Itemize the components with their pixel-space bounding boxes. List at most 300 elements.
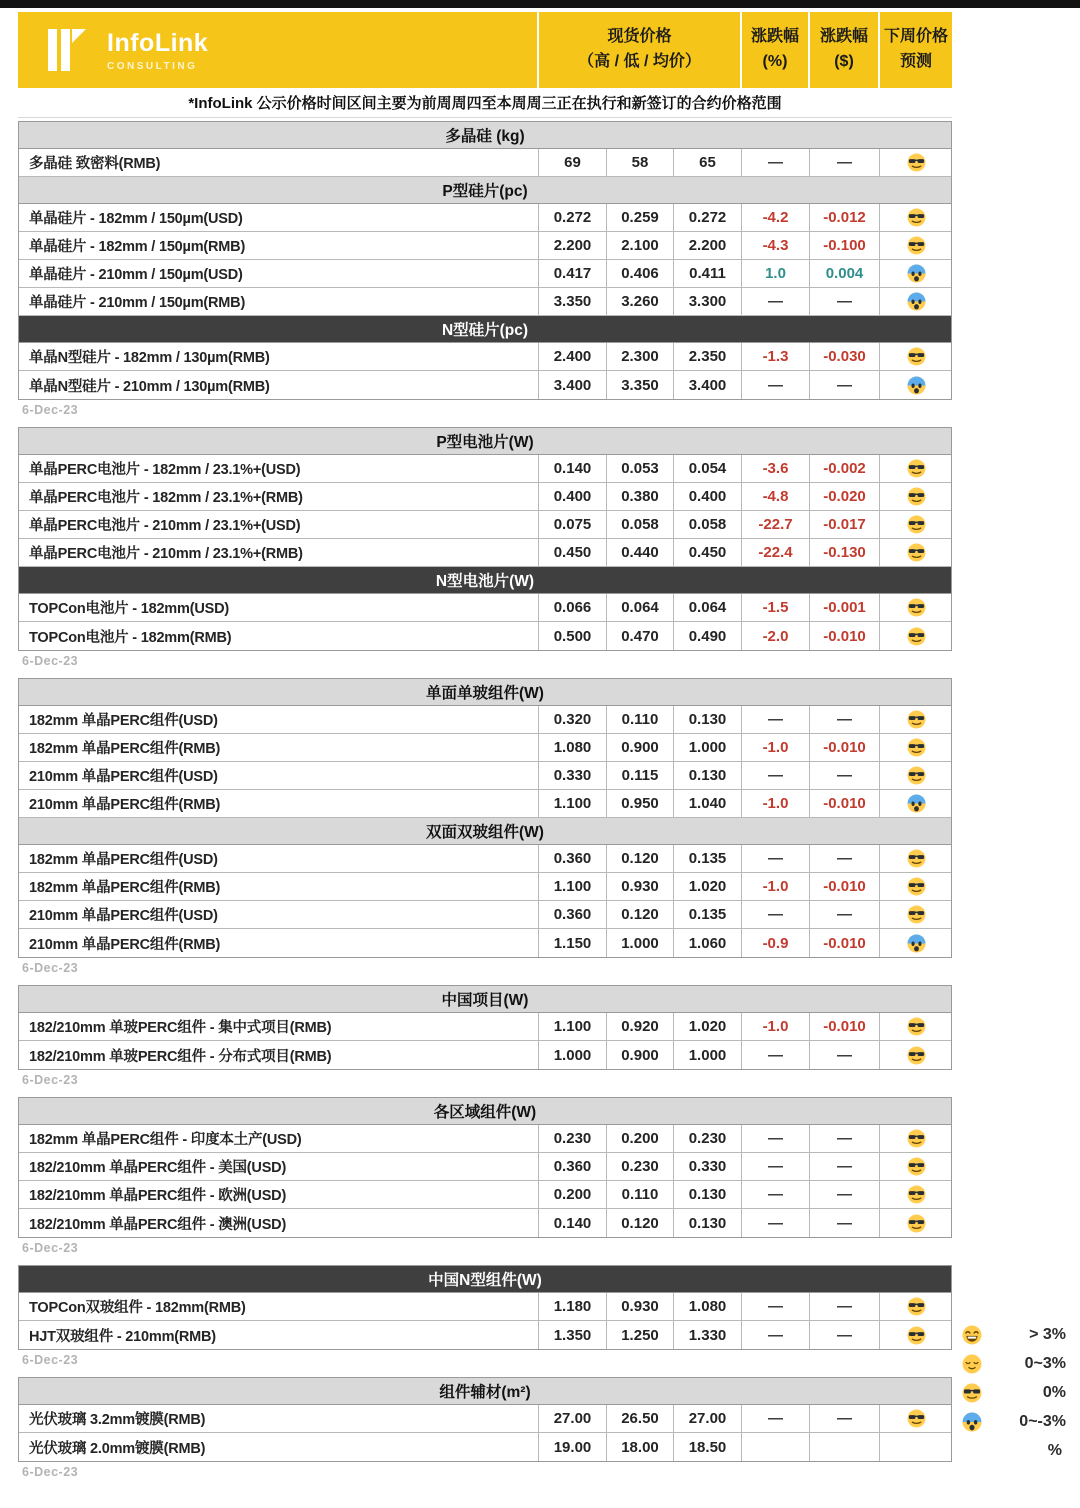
change-percent: — (741, 1405, 809, 1432)
table-block (18, 1265, 952, 1350)
price-avg: 0.330 (673, 1153, 741, 1180)
scream-emoji-icon (907, 794, 926, 813)
price-avg: 0.135 (673, 901, 741, 928)
product-label: 单晶硅片 - 182mm / 150µm(USD) (29, 211, 243, 227)
price-low: 0.053 (606, 455, 673, 482)
change-percent: — (741, 1181, 809, 1208)
price-high: 0.330 (538, 762, 606, 789)
product-label: 单晶PERC电池片 - 182mm / 23.1%+(RMB) (29, 490, 303, 506)
price-high: 1.080 (538, 734, 606, 761)
change-usd: — (809, 901, 879, 928)
table-block (18, 427, 952, 651)
legend-label: 0~3% (1024, 1354, 1066, 1372)
change-percent: — (741, 706, 809, 733)
scream-emoji-icon (907, 264, 926, 283)
date-stamp: 6-Dec-23 (22, 654, 79, 668)
section-header: P型电池片(W) (19, 428, 951, 455)
change-percent (741, 1433, 809, 1461)
table-row (19, 873, 951, 901)
section-header: P型硅片(pc) (19, 177, 951, 204)
price-low: 0.380 (606, 483, 673, 510)
price-high: 0.360 (538, 845, 606, 872)
product-label: 多晶硅 致密料(RMB) (29, 156, 161, 172)
change-percent: -22.7 (741, 511, 809, 538)
table-row (19, 232, 951, 260)
change-usd: -0.017 (809, 511, 879, 538)
table-row (19, 790, 951, 818)
scream-emoji-icon (907, 376, 926, 395)
change-usd: 0.004 (809, 260, 879, 287)
sunglasses-emoji-icon (907, 487, 926, 506)
legend-item (950, 1378, 1076, 1407)
price-low: 0.110 (606, 1181, 673, 1208)
price-low: 0.058 (606, 511, 673, 538)
table-row (19, 455, 951, 483)
date-stamp: 6-Dec-23 (22, 961, 79, 975)
sunglasses-emoji-icon (907, 347, 926, 366)
date-stamp: 6-Dec-23 (22, 1073, 79, 1087)
price-high: 1.350 (538, 1321, 606, 1349)
change-percent: 1.0 (741, 260, 809, 287)
price-high: 3.350 (538, 288, 606, 315)
change-percent: -4.2 (741, 204, 809, 231)
forecast-cell (879, 929, 953, 957)
price-avg: 1.000 (673, 734, 741, 761)
price-low: 3.260 (606, 288, 673, 315)
forecast-cell (879, 1153, 953, 1180)
date-stamp: 6-Dec-23 (22, 403, 79, 417)
brand-subtitle: CONSULTING (107, 60, 198, 72)
product-label: 单晶硅片 - 182mm / 150µm(RMB) (29, 239, 246, 255)
price-avg: 0.490 (673, 622, 741, 650)
date-stamp: 6-Dec-23 (22, 1465, 79, 1479)
change-percent: -1.0 (741, 790, 809, 817)
price-avg: 0.230 (673, 1125, 741, 1152)
price-avg: 1.000 (673, 1041, 741, 1069)
price-low: 26.50 (606, 1405, 673, 1432)
price-avg: 1.330 (673, 1321, 741, 1349)
sunglasses-emoji-icon (907, 1326, 926, 1345)
change-percent: — (741, 1293, 809, 1320)
forecast-cell (879, 901, 953, 928)
price-high: 0.360 (538, 1153, 606, 1180)
price-avg: 3.300 (673, 288, 741, 315)
change-usd: — (809, 1153, 879, 1180)
price-low: 0.120 (606, 901, 673, 928)
scream-emoji-icon (907, 292, 926, 311)
product-label: TOPCon电池片 - 182mm(RMB) (29, 629, 232, 646)
price-low: 0.900 (606, 1041, 673, 1069)
forecast-cell (879, 343, 953, 370)
change-percent: -1.5 (741, 594, 809, 621)
forecast-cell (879, 1405, 953, 1432)
price-high: 0.230 (538, 1125, 606, 1152)
forecast-cell (879, 594, 953, 621)
forecast-cell (879, 1125, 953, 1152)
table-row (19, 204, 951, 232)
col-header-spot-line1: 现货价格 (607, 28, 672, 46)
change-usd: -0.010 (809, 734, 879, 761)
section-header: 组件辅材(m²) (19, 1378, 951, 1405)
change-percent: -22.4 (741, 539, 809, 566)
change-percent: — (741, 1125, 809, 1152)
forecast-cell (879, 204, 953, 231)
col-header-change-pct (740, 12, 808, 88)
change-percent: — (741, 1153, 809, 1180)
change-usd: -0.010 (809, 929, 879, 957)
product-label: 单晶N型硅片 - 210mm / 130µm(RMB) (29, 378, 270, 395)
table-row (19, 734, 951, 762)
price-low: 2.300 (606, 343, 673, 370)
change-usd: — (809, 1181, 879, 1208)
price-low: 18.00 (606, 1433, 673, 1461)
forecast-cell (879, 288, 953, 315)
change-usd: -0.010 (809, 622, 879, 650)
section-header: N型电池片(W) (19, 567, 951, 594)
forecast-cell (879, 539, 953, 566)
price-low: 0.930 (606, 873, 673, 900)
forecast-cell (879, 734, 953, 761)
sunglasses-emoji-icon (962, 1383, 982, 1403)
table-row (19, 1293, 951, 1321)
table-row (19, 1321, 951, 1349)
product-label: 单晶PERC电池片 - 182mm / 23.1%+(USD) (29, 462, 301, 478)
sunglasses-emoji-icon (907, 877, 926, 896)
table-row (19, 1041, 951, 1069)
date-stamp: 6-Dec-23 (22, 1353, 79, 1367)
price-low: 0.440 (606, 539, 673, 566)
price-low: 0.110 (606, 706, 673, 733)
price-high: 0.320 (538, 706, 606, 733)
grin-emoji-icon (962, 1325, 982, 1345)
legend-item (950, 1436, 1076, 1465)
price-low: 0.120 (606, 845, 673, 872)
section-header: 多晶硅 (kg) (19, 122, 951, 149)
col-header-pct-line2: (%) (762, 53, 788, 70)
price-high: 0.140 (538, 455, 606, 482)
price-high: 0.450 (538, 539, 606, 566)
change-usd: — (809, 1125, 879, 1152)
col-header-forecast (878, 12, 952, 88)
sunglasses-emoji-icon (907, 849, 926, 868)
table-row (19, 1209, 951, 1237)
product-label: 182/210mm 单晶PERC组件 - 欧洲(USD) (29, 1188, 287, 1204)
change-percent: — (741, 288, 809, 315)
scream-emoji-icon (907, 934, 926, 953)
forecast-cell (879, 1209, 953, 1237)
change-usd: — (809, 706, 879, 733)
product-label: 182/210mm 单晶PERC组件 - 美国(USD) (29, 1160, 287, 1176)
change-usd: — (809, 1405, 879, 1432)
forecast-cell (879, 371, 953, 399)
table-row (19, 1153, 951, 1181)
price-low: 3.350 (606, 371, 673, 399)
change-percent: -1.3 (741, 343, 809, 370)
forecast-cell (879, 873, 953, 900)
price-high: 0.140 (538, 1209, 606, 1237)
price-high: 0.075 (538, 511, 606, 538)
section-header: 中国项目(W) (19, 986, 951, 1013)
change-usd: -0.100 (809, 232, 879, 259)
section-header: 双面双玻组件(W) (19, 818, 951, 845)
forecast-cell (879, 483, 953, 510)
price-high: 27.00 (538, 1405, 606, 1432)
legend-label: % (1047, 1441, 1062, 1459)
sunglasses-emoji-icon (907, 1129, 926, 1148)
change-usd: — (809, 845, 879, 872)
sunglasses-emoji-icon (907, 153, 926, 172)
sunglasses-emoji-icon (907, 905, 926, 924)
sunglasses-emoji-icon (907, 1409, 926, 1428)
change-percent: -1.0 (741, 873, 809, 900)
price-avg: 18.50 (673, 1433, 741, 1461)
table-row (19, 288, 951, 316)
infolink-logo-icon (48, 27, 94, 73)
price-avg: 0.064 (673, 594, 741, 621)
price-low: 0.064 (606, 594, 673, 621)
table-row (19, 845, 951, 873)
table-row (19, 929, 951, 957)
price-avg: 1.080 (673, 1293, 741, 1320)
price-high: 1.180 (538, 1293, 606, 1320)
price-avg: 0.130 (673, 1209, 741, 1237)
price-high: 0.360 (538, 901, 606, 928)
col-header-usd-line1: 涨跌幅 (819, 28, 868, 46)
legend-label: > 3% (1029, 1325, 1066, 1343)
date-stamp: 6-Dec-23 (22, 1241, 79, 1255)
change-percent: — (741, 762, 809, 789)
product-label: 210mm 单晶PERC组件(USD) (29, 769, 218, 785)
forecast-cell (879, 1433, 953, 1461)
table-block (18, 985, 952, 1070)
price-avg: 0.130 (673, 762, 741, 789)
legend-label: 0% (1042, 1383, 1066, 1401)
sunglasses-emoji-icon (907, 598, 926, 617)
forecast-cell (879, 706, 953, 733)
price-low: 0.406 (606, 260, 673, 287)
price-high: 0.272 (538, 204, 606, 231)
forecast-cell (879, 1013, 953, 1040)
price-high: 1.100 (538, 873, 606, 900)
price-low: 58 (606, 149, 673, 176)
change-usd: — (809, 149, 879, 176)
col-header-usd-line2: ($) (834, 53, 854, 70)
sunglasses-emoji-icon (907, 1017, 926, 1036)
change-percent: -1.0 (741, 734, 809, 761)
change-percent: -0.9 (741, 929, 809, 957)
forecast-cell (879, 845, 953, 872)
change-percent: — (741, 149, 809, 176)
col-header-forecast-line1: 下周价格 (883, 28, 948, 46)
price-avg: 1.020 (673, 873, 741, 900)
product-label: HJT双玻组件 - 210mm(RMB) (29, 1328, 216, 1345)
forecast-cell (879, 511, 953, 538)
sunglasses-emoji-icon (907, 1214, 926, 1233)
table-row (19, 594, 951, 622)
section-header: 各区域组件(W) (19, 1098, 951, 1125)
col-header-spot-line2: （高 / 低 / 均价） (578, 53, 701, 70)
price-high: 2.200 (538, 232, 606, 259)
disclaimer-note: *InfoLink 公示价格时间区间主要为前周周四至本周周三正在执行和新签订的合约价格范围 (18, 88, 952, 118)
masthead (18, 12, 952, 88)
sunglasses-emoji-icon (907, 710, 926, 729)
price-avg: 65 (673, 149, 741, 176)
table-blocks (18, 121, 952, 1480)
price-low: 1.000 (606, 929, 673, 957)
price-avg: 0.272 (673, 204, 741, 231)
table-row (19, 149, 951, 177)
sunglasses-emoji-icon (907, 515, 926, 534)
change-percent: -2.0 (741, 622, 809, 650)
product-label: 单晶N型硅片 - 182mm / 130µm(RMB) (29, 350, 270, 366)
price-low: 0.470 (606, 622, 673, 650)
change-percent: — (741, 1321, 809, 1349)
change-percent: -1.0 (741, 1013, 809, 1040)
price-high: 19.00 (538, 1433, 606, 1461)
sunglasses-emoji-icon (907, 208, 926, 227)
sunglasses-emoji-icon (907, 1185, 926, 1204)
table-row (19, 539, 951, 567)
price-avg: 0.130 (673, 706, 741, 733)
price-low: 0.920 (606, 1013, 673, 1040)
price-avg: 1.040 (673, 790, 741, 817)
product-label: 单晶硅片 - 210mm / 150µm(USD) (29, 267, 243, 283)
col-header-forecast-line2: 预测 (899, 53, 932, 70)
change-percent: — (741, 371, 809, 399)
table-row (19, 260, 951, 288)
change-percent: — (741, 1209, 809, 1237)
col-header-spot-price (537, 12, 740, 88)
price-low: 0.120 (606, 1209, 673, 1237)
table-row (19, 622, 951, 650)
price-high: 69 (538, 149, 606, 176)
change-usd: -0.010 (809, 873, 879, 900)
legend-item (950, 1407, 1076, 1436)
change-usd: — (809, 1293, 879, 1320)
table-row (19, 1405, 951, 1433)
change-percent: — (741, 1041, 809, 1069)
table-block (18, 1377, 952, 1462)
sunglasses-emoji-icon (907, 1297, 926, 1316)
change-usd: — (809, 371, 879, 399)
sunglasses-emoji-icon (907, 627, 926, 646)
table-row (19, 343, 951, 371)
product-label: 单晶硅片 - 210mm / 150µm(RMB) (29, 295, 246, 311)
change-percent: — (741, 845, 809, 872)
change-usd: -0.010 (809, 790, 879, 817)
change-usd: -0.012 (809, 204, 879, 231)
change-usd: -0.030 (809, 343, 879, 370)
sunglasses-emoji-icon (907, 459, 926, 478)
forecast-cell (879, 1181, 953, 1208)
price-high: 1.100 (538, 790, 606, 817)
forecast-cell (879, 455, 953, 482)
sunglasses-emoji-icon (907, 766, 926, 785)
product-label: TOPCon电池片 - 182mm(USD) (29, 601, 229, 617)
price-high: 0.417 (538, 260, 606, 287)
price-low: 0.259 (606, 204, 673, 231)
price-avg: 0.135 (673, 845, 741, 872)
table-row (19, 1125, 951, 1153)
change-percent: -4.3 (741, 232, 809, 259)
sunglasses-emoji-icon (907, 1046, 926, 1065)
price-avg: 3.400 (673, 371, 741, 399)
price-avg: 0.411 (673, 260, 741, 287)
product-label: 182mm 单晶PERC组件(RMB) (29, 880, 221, 896)
change-usd: — (809, 288, 879, 315)
table-block (18, 121, 952, 400)
table-block (18, 678, 952, 958)
change-usd: -0.001 (809, 594, 879, 621)
legend-label: 0~-3% (1019, 1412, 1066, 1430)
product-label: 182/210mm 单晶PERC组件 - 澳洲(USD) (29, 1216, 287, 1233)
section-header: N型硅片(pc) (19, 316, 951, 343)
product-label: 182/210mm 单玻PERC组件 - 分布式项目(RMB) (29, 1048, 332, 1065)
change-usd: — (809, 762, 879, 789)
legend-item (950, 1320, 1076, 1349)
price-high: 0.200 (538, 1181, 606, 1208)
price-high: 0.400 (538, 483, 606, 510)
change-usd: -0.002 (809, 455, 879, 482)
sunglasses-emoji-icon (907, 1157, 926, 1176)
table-row (19, 483, 951, 511)
price-avg: 1.060 (673, 929, 741, 957)
sunglasses-emoji-icon (907, 738, 926, 757)
product-label: 单晶PERC电池片 - 210mm / 23.1%+(RMB) (29, 546, 303, 562)
price-high: 0.066 (538, 594, 606, 621)
table-row (19, 1433, 951, 1461)
price-high: 0.500 (538, 622, 606, 650)
change-usd: — (809, 1041, 879, 1069)
product-label: 210mm 单晶PERC组件(RMB) (29, 797, 221, 813)
sunglasses-emoji-icon (907, 543, 926, 562)
forecast-cell (879, 1321, 953, 1349)
legend-item (950, 1349, 1076, 1378)
forecast-legend (950, 1320, 1076, 1465)
price-low: 0.900 (606, 734, 673, 761)
forecast-cell (879, 1041, 953, 1069)
price-high: 1.150 (538, 929, 606, 957)
price-high: 2.400 (538, 343, 606, 370)
product-label: 210mm 单晶PERC组件(RMB) (29, 936, 221, 953)
table-row (19, 1013, 951, 1041)
relieved-emoji-icon (962, 1354, 982, 1374)
product-label: 单晶PERC电池片 - 210mm / 23.1%+(USD) (29, 518, 301, 534)
price-report (18, 12, 952, 1489)
forecast-cell (879, 1293, 953, 1320)
change-percent: — (741, 901, 809, 928)
price-low: 0.230 (606, 1153, 673, 1180)
forecast-cell (879, 149, 953, 176)
price-low: 0.930 (606, 1293, 673, 1320)
product-label: 182/210mm 单玻PERC组件 - 集中式项目(RMB) (29, 1020, 332, 1036)
table-row (19, 706, 951, 734)
price-low: 0.950 (606, 790, 673, 817)
change-percent: -4.8 (741, 483, 809, 510)
product-label: TOPCon双玻组件 - 182mm(RMB) (29, 1300, 246, 1316)
table-row (19, 1181, 951, 1209)
section-header: 单面单玻组件(W) (19, 679, 951, 706)
section-header: 中国N型组件(W) (19, 1266, 951, 1293)
product-label: 182mm 单晶PERC组件 - 印度本土产(USD) (29, 1132, 302, 1148)
table-row (19, 371, 951, 399)
product-label: 182mm 单晶PERC组件(USD) (29, 713, 218, 729)
price-high: 1.100 (538, 1013, 606, 1040)
product-label: 182mm 单晶PERC组件(USD) (29, 852, 218, 868)
forecast-cell (879, 232, 953, 259)
price-avg: 0.130 (673, 1181, 741, 1208)
scream-emoji-icon (962, 1412, 982, 1432)
